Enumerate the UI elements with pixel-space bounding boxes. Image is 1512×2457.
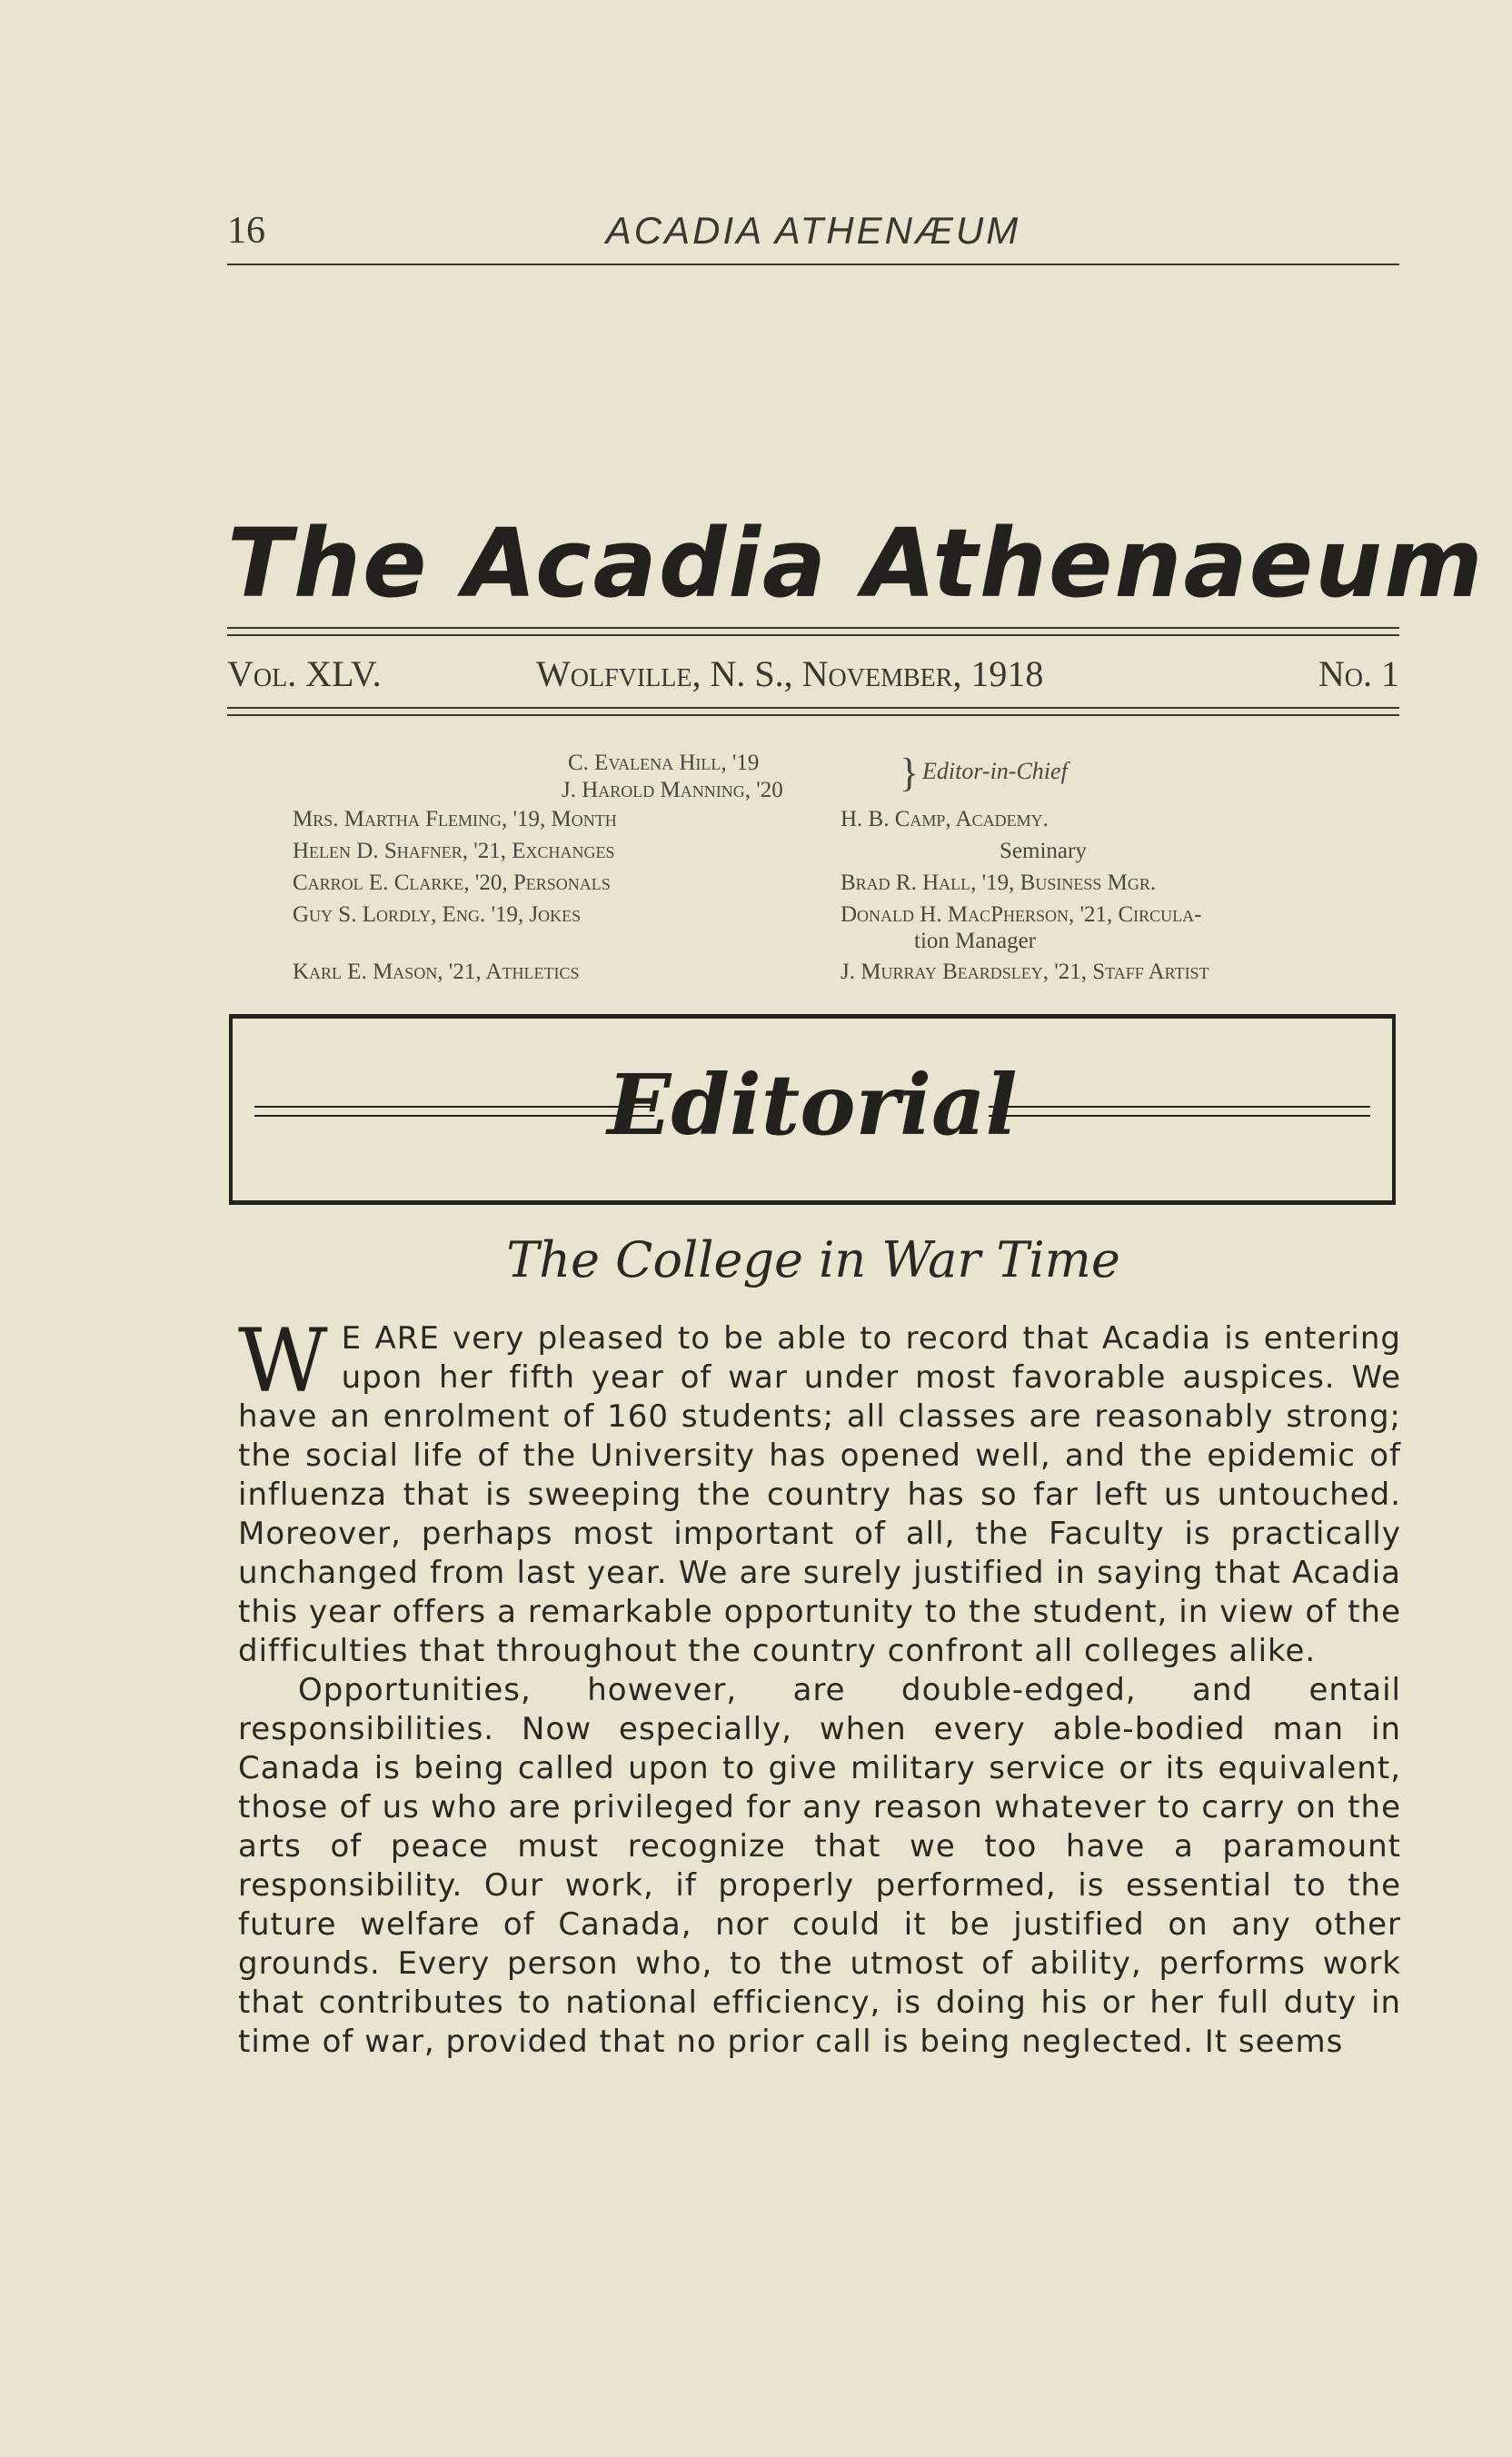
running-header: [227, 209, 1399, 265]
staff-right-4: Donald H. MacPherson, '21, Circula-: [841, 902, 1202, 927]
paragraph-2: Opportunities, however, are double-edged, and entail responsibilities. Now especially, when every able-bodied man in Canada is being called upon to give military service or its equivalent, those of us who are privileged for any reason whatever to carry on the arts of peace must recognize that we too have a paramount responsibility. Our work, if properly performed, is essential to the future welfare of Canada, nor could it be justified on any other grounds. Every person who, to the utmost of ability, performs work that contributes to national efficiency, is doing his or her full duty in time of war, provided that no prior call is being neglected. It seems: [238, 1672, 1401, 2060]
running-title: ACADIA ATHENÆUM: [605, 209, 1021, 252]
volume-rule-bottom: [227, 707, 1399, 709]
page-number: 16: [227, 210, 265, 252]
issue-number: No. 1: [1318, 653, 1399, 694]
place-date: Wolfville, N. S., November, 1918: [536, 653, 1044, 694]
masthead-rule-top-2: [227, 634, 1399, 636]
article-title: The College in War Time: [506, 1231, 1120, 1288]
paragraph-1-text: E ARE very pleased to be able to record that Acadia is entering upon her fifth year of war under most favorable auspices. We have an enrolment of 160 students; all classes are reasonably strong; the social life of the University has opened well, and the epidemic of influenza that is sweeping the country has so far left us untouched. Moreover, perhaps most important of all, the Faculty is practically unchanged from last year. We are surely justified in saying that Acadia this year offers a remarkable opportunity to the student, in view of the difficulties that throughout the country confront all colleges alike.: [238, 1320, 1401, 1669]
article-body: [238, 1310, 1401, 2062]
chief-editor-1: C. Evalena Hill, '19: [568, 751, 760, 775]
volume-number: Vol. XLV.: [227, 653, 382, 694]
staff-left-1: Mrs. Martha Fleming, '19, Month: [293, 807, 617, 831]
staff-left-5: Karl E. Mason, '21, Athletics: [293, 960, 580, 984]
staff-right-5: tion Manager: [914, 929, 1036, 953]
volume-line: [227, 652, 1399, 698]
drop-cap: W: [238, 1310, 329, 1412]
staff-left-2: Helen D. Shafner, '21, Exchanges: [293, 839, 615, 863]
staff-left-3: Carrol E. Clarke, '20, Personals: [293, 870, 611, 895]
editorial-heading: Editorial: [607, 1056, 1018, 1154]
paragraph-1: [238, 1310, 1401, 1671]
chief-editor-title: Editor-in-Chief: [922, 758, 1068, 784]
staff-right-2: Seminary: [1000, 839, 1087, 863]
staff-right-1: H. B. Camp, Academy.: [841, 807, 1049, 831]
masthead-rule-top: [227, 627, 1399, 629]
masthead-title: The Acadia Athenaeum: [227, 508, 1485, 619]
staff-right-6: J. Murray Beardsley, '21, Staff Artist: [841, 960, 1209, 984]
chief-editor-2: J. Harold Manning, '20: [562, 778, 783, 802]
staff-left-4: Guy S. Lordly, Eng. '19, Jokes: [293, 902, 582, 927]
editorial-banner: [229, 1014, 1396, 1205]
volume-rule-bottom-2: [227, 714, 1399, 716]
staff-right-3: Brad R. Hall, '19, Business Mgr.: [841, 870, 1157, 895]
brace-glyph: }: [900, 751, 920, 795]
